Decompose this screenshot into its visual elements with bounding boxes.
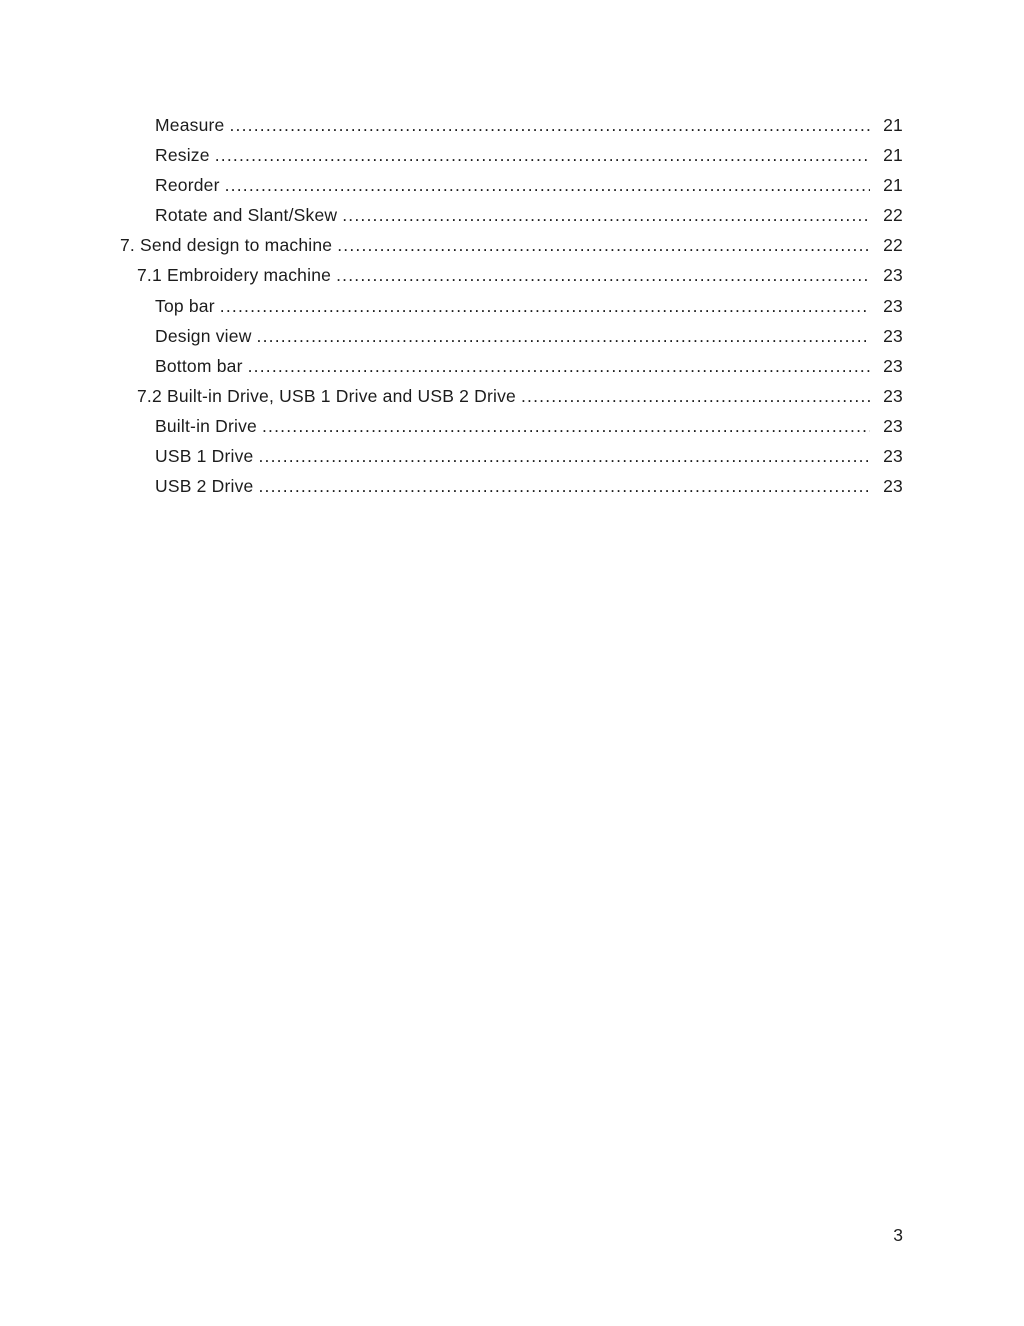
toc-entry-label: Built-in Drive xyxy=(155,415,257,436)
toc-dot-leader xyxy=(225,175,870,196)
toc-entry-page: 23 xyxy=(883,415,903,436)
toc-entry xyxy=(120,386,903,416)
toc-dot-leader xyxy=(215,145,870,166)
toc-entry xyxy=(120,265,903,295)
toc-entry-label: Design view xyxy=(155,325,252,346)
toc-entry-label: USB 2 Drive xyxy=(155,476,254,497)
toc-entry-page: 23 xyxy=(883,446,903,467)
toc-entry-page: 21 xyxy=(883,145,903,166)
toc-dot-leader xyxy=(258,476,870,497)
toc-entry xyxy=(120,296,903,326)
toc-dot-leader xyxy=(220,296,870,317)
toc-dot-leader xyxy=(230,115,871,136)
toc-entry-page: 22 xyxy=(883,205,903,226)
toc-entry-page: 23 xyxy=(883,295,903,316)
toc-entry-page: 23 xyxy=(883,325,903,346)
toc-dot-leader xyxy=(521,386,870,407)
toc-entry-label: USB 1 Drive xyxy=(155,446,254,467)
toc-entry-page: 23 xyxy=(883,385,903,406)
footer-page-number: 3 xyxy=(893,1225,903,1245)
toc-dot-leader xyxy=(336,265,870,286)
toc-entry-label: Bottom bar xyxy=(155,355,243,376)
toc-entry-label: Rotate and Slant/Skew xyxy=(155,205,338,226)
toc-entry-label: 7. Send design to machine xyxy=(120,235,333,256)
toc-entry-label: 7.2 Built-in Drive, USB 1 Drive and USB 2 Drive xyxy=(137,385,516,406)
toc-entry-page: 22 xyxy=(883,235,903,256)
toc-entry xyxy=(120,446,903,476)
toc-entry-page: 21 xyxy=(883,115,903,135)
toc-entry-label: 7.1 Embroidery machine xyxy=(137,265,332,286)
toc-dot-leader xyxy=(337,235,870,256)
toc-dot-leader xyxy=(342,205,870,226)
toc-entry xyxy=(120,476,903,506)
toc-entry xyxy=(120,175,903,205)
toc-entry xyxy=(120,235,903,265)
toc-dot-leader xyxy=(248,356,870,377)
toc-entry-page: 23 xyxy=(883,355,903,376)
toc-entry xyxy=(120,416,903,446)
toc-dot-leader xyxy=(262,416,870,437)
toc-entry xyxy=(120,356,903,386)
toc-entry xyxy=(120,205,903,235)
toc-entry xyxy=(120,326,903,356)
table-of-contents xyxy=(120,115,903,506)
toc-entry-label: Top bar xyxy=(155,295,215,316)
toc-entry-page: 23 xyxy=(883,476,903,497)
toc-entry-label: Measure xyxy=(155,115,225,135)
toc-dot-leader xyxy=(257,326,870,347)
toc-entry-page: 21 xyxy=(883,175,903,196)
toc-entry-label: Reorder xyxy=(155,175,220,196)
toc-entry xyxy=(120,115,903,145)
toc-entry-page: 23 xyxy=(883,265,903,286)
toc-entry-label: Resize xyxy=(155,145,210,166)
toc-dot-leader xyxy=(258,446,870,467)
toc-entry xyxy=(120,145,903,175)
